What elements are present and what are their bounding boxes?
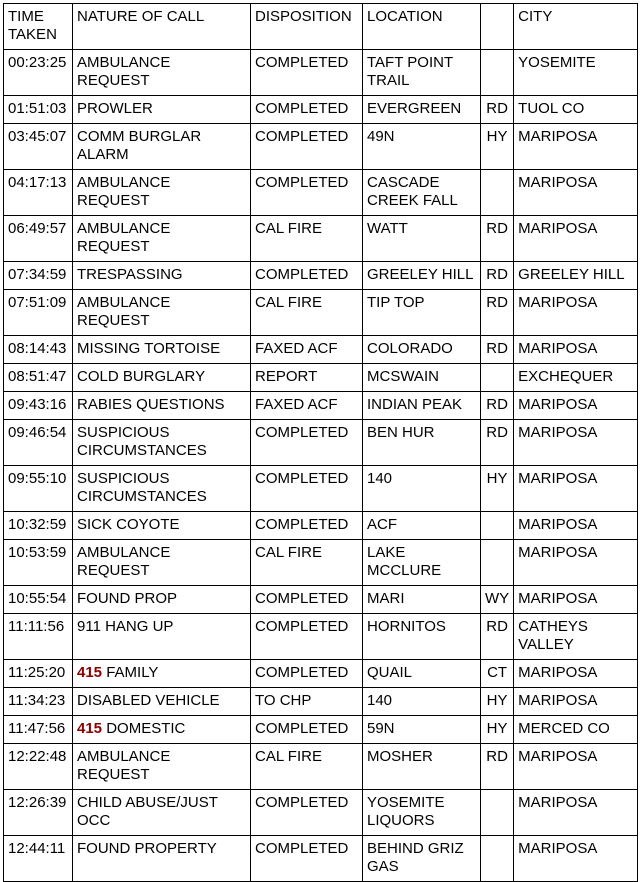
cell-disposition: COMPLETED	[251, 124, 363, 170]
cell-location: MARI	[363, 586, 481, 614]
cell-nature	[73, 540, 251, 586]
cell-suffix: HY	[481, 124, 514, 170]
table-row	[4, 688, 638, 716]
table-row	[4, 336, 638, 364]
call-nature-text: DOMESTIC	[102, 720, 186, 737]
table-row	[4, 290, 638, 336]
cell-suffix: WY	[481, 586, 514, 614]
cell-city: MARIPOSA	[514, 540, 638, 586]
cell-time: 11:34:23	[4, 688, 73, 716]
call-nature-text: SUSPICIOUS CIRCUMSTANCES	[77, 470, 207, 505]
call-nature-text: SICK COYOTE	[77, 516, 180, 533]
table-row	[4, 614, 638, 660]
cell-nature	[73, 336, 251, 364]
cell-nature	[73, 790, 251, 836]
table-row	[4, 790, 638, 836]
table-row	[4, 420, 638, 466]
cell-time: 10:53:59	[4, 540, 73, 586]
cell-location: CASCADE CREEK FALL	[363, 170, 481, 216]
cell-location: INDIAN PEAK	[363, 392, 481, 420]
call-nature-text: AMBULANCE REQUEST	[77, 294, 175, 329]
cell-nature	[73, 660, 251, 688]
cell-nature	[73, 262, 251, 290]
header-time: TIME TAKEN	[4, 4, 73, 50]
cell-location: BEN HUR	[363, 420, 481, 466]
table-row	[4, 836, 638, 882]
cell-city: MARIPOSA	[514, 586, 638, 614]
cell-city: MARIPOSA	[514, 420, 638, 466]
call-code: 415	[77, 664, 103, 681]
call-nature-text: RABIES QUESTIONS	[77, 396, 225, 413]
cell-nature	[73, 512, 251, 540]
cell-city: MARIPOSA	[514, 392, 638, 420]
cell-disposition: COMPLETED	[251, 660, 363, 688]
cell-city: MARIPOSA	[514, 466, 638, 512]
header-row	[4, 4, 638, 50]
cell-location: LAKE MCCLURE	[363, 540, 481, 586]
table-row	[4, 586, 638, 614]
cell-location: ACF	[363, 512, 481, 540]
cell-city: GREELEY HILL	[514, 262, 638, 290]
call-nature-text: SUSPICIOUS CIRCUMSTANCES	[77, 424, 207, 459]
cell-suffix	[481, 50, 514, 96]
cell-location: GREELEY HILL	[363, 262, 481, 290]
table-row	[4, 170, 638, 216]
cell-disposition: COMPLETED	[251, 466, 363, 512]
cell-nature	[73, 466, 251, 512]
cell-suffix	[481, 364, 514, 392]
table-row	[4, 262, 638, 290]
call-nature-text: AMBULANCE REQUEST	[77, 54, 175, 89]
call-nature-text: AMBULANCE REQUEST	[77, 748, 175, 783]
cell-nature	[73, 364, 251, 392]
cell-disposition: TO CHP	[251, 688, 363, 716]
call-nature-text: AMBULANCE REQUEST	[77, 220, 175, 255]
cell-time: 09:55:10	[4, 466, 73, 512]
call-nature-text: AMBULANCE REQUEST	[77, 174, 175, 209]
cell-suffix: CT	[481, 660, 514, 688]
cell-time: 11:47:56	[4, 716, 73, 744]
header-suffix	[481, 4, 514, 50]
cell-city: MARIPOSA	[514, 124, 638, 170]
cell-nature	[73, 836, 251, 882]
cell-disposition: COMPLETED	[251, 512, 363, 540]
table-row	[4, 466, 638, 512]
call-nature-text: DISABLED VEHICLE	[77, 692, 220, 709]
cell-time: 00:23:25	[4, 50, 73, 96]
cell-nature	[73, 50, 251, 96]
cell-suffix: RD	[481, 96, 514, 124]
cell-disposition: FAXED ACF	[251, 392, 363, 420]
cell-nature	[73, 688, 251, 716]
cell-location: HORNITOS	[363, 614, 481, 660]
cell-suffix: RD	[481, 614, 514, 660]
cell-suffix	[481, 790, 514, 836]
cell-location: MOSHER	[363, 744, 481, 790]
cell-city: MARIPOSA	[514, 790, 638, 836]
cell-city: EXCHEQUER	[514, 364, 638, 392]
cell-nature	[73, 614, 251, 660]
cell-disposition: CAL FIRE	[251, 216, 363, 262]
cell-disposition: COMPLETED	[251, 262, 363, 290]
cell-suffix: HY	[481, 466, 514, 512]
cell-location: TIP TOP	[363, 290, 481, 336]
call-log-table	[3, 3, 638, 882]
header-location: LOCATION	[363, 4, 481, 50]
cell-nature	[73, 96, 251, 124]
cell-time: 04:17:13	[4, 170, 73, 216]
cell-nature	[73, 420, 251, 466]
table-row	[4, 124, 638, 170]
cell-city: MARIPOSA	[514, 290, 638, 336]
cell-time: 09:43:16	[4, 392, 73, 420]
cell-city: MARIPOSA	[514, 336, 638, 364]
cell-time: 07:34:59	[4, 262, 73, 290]
cell-time: 08:51:47	[4, 364, 73, 392]
call-nature-text: FOUND PROPERTY	[77, 840, 217, 857]
cell-location: WATT	[363, 216, 481, 262]
cell-suffix: RD	[481, 216, 514, 262]
call-nature-text: 911 HANG UP	[77, 618, 174, 635]
cell-suffix	[481, 170, 514, 216]
cell-suffix: RD	[481, 392, 514, 420]
call-nature-text: PROWLER	[77, 100, 153, 117]
cell-suffix	[481, 540, 514, 586]
cell-disposition: COMPLETED	[251, 586, 363, 614]
call-nature-text: FAMILY	[102, 664, 159, 681]
cell-location: 49N	[363, 124, 481, 170]
cell-nature	[73, 716, 251, 744]
cell-suffix: RD	[481, 262, 514, 290]
call-log-body	[4, 4, 638, 882]
cell-suffix: HY	[481, 716, 514, 744]
cell-city: CATHEYS VALLEY	[514, 614, 638, 660]
cell-disposition: CAL FIRE	[251, 290, 363, 336]
cell-nature	[73, 216, 251, 262]
call-nature-text: COLD BURGLARY	[77, 368, 206, 385]
cell-nature	[73, 586, 251, 614]
cell-nature	[73, 744, 251, 790]
table-row	[4, 716, 638, 744]
cell-city: YOSEMITE	[514, 50, 638, 96]
cell-suffix: HY	[481, 688, 514, 716]
cell-time: 01:51:03	[4, 96, 73, 124]
cell-disposition: CAL FIRE	[251, 540, 363, 586]
call-nature-text: FOUND PROP	[77, 590, 178, 607]
cell-location: MCSWAIN	[363, 364, 481, 392]
cell-city: TUOL CO	[514, 96, 638, 124]
cell-city: MARIPOSA	[514, 660, 638, 688]
cell-time: 10:32:59	[4, 512, 73, 540]
call-nature-text: TRESPASSING	[77, 266, 183, 283]
cell-city: MARIPOSA	[514, 744, 638, 790]
cell-city: MARIPOSA	[514, 512, 638, 540]
table-row	[4, 364, 638, 392]
cell-location: TAFT POINT TRAIL	[363, 50, 481, 96]
cell-disposition: COMPLETED	[251, 716, 363, 744]
cell-disposition: COMPLETED	[251, 790, 363, 836]
cell-disposition: COMPLETED	[251, 96, 363, 124]
cell-time: 09:46:54	[4, 420, 73, 466]
call-nature-text: AMBULANCE REQUEST	[77, 544, 175, 579]
cell-time: 03:45:07	[4, 124, 73, 170]
table-row	[4, 660, 638, 688]
cell-time: 12:26:39	[4, 790, 73, 836]
cell-nature	[73, 392, 251, 420]
cell-city: MERCED CO	[514, 716, 638, 744]
cell-city: MARIPOSA	[514, 216, 638, 262]
table-row	[4, 216, 638, 262]
cell-disposition: COMPLETED	[251, 420, 363, 466]
cell-disposition: REPORT	[251, 364, 363, 392]
cell-nature	[73, 170, 251, 216]
cell-disposition: COMPLETED	[251, 170, 363, 216]
cell-nature	[73, 124, 251, 170]
table-row	[4, 50, 638, 96]
cell-suffix	[481, 512, 514, 540]
cell-location: YOSEMITE LIQUORS	[363, 790, 481, 836]
cell-location: 59N	[363, 716, 481, 744]
cell-time: 08:14:43	[4, 336, 73, 364]
cell-time: 12:44:11	[4, 836, 73, 882]
call-nature-text: CHILD ABUSE/JUST OCC	[77, 794, 222, 829]
cell-city: MARIPOSA	[514, 836, 638, 882]
table-row	[4, 540, 638, 586]
cell-disposition: COMPLETED	[251, 836, 363, 882]
cell-suffix: RD	[481, 420, 514, 466]
cell-time: 06:49:57	[4, 216, 73, 262]
cell-disposition: CAL FIRE	[251, 744, 363, 790]
cell-suffix: RD	[481, 744, 514, 790]
cell-disposition: COMPLETED	[251, 614, 363, 660]
table-row	[4, 96, 638, 124]
cell-location: QUAIL	[363, 660, 481, 688]
header-nature: NATURE OF CALL	[73, 4, 251, 50]
header-city: CITY	[514, 4, 638, 50]
cell-time: 11:25:20	[4, 660, 73, 688]
table-row	[4, 392, 638, 420]
cell-time: 12:22:48	[4, 744, 73, 790]
call-nature-text: MISSING TORTOISE	[77, 340, 221, 357]
call-nature-text: COMM BURGLAR ALARM	[77, 128, 205, 163]
cell-suffix	[481, 836, 514, 882]
table-row	[4, 512, 638, 540]
cell-disposition: FAXED ACF	[251, 336, 363, 364]
cell-disposition: COMPLETED	[251, 50, 363, 96]
cell-location: 140	[363, 466, 481, 512]
cell-city: MARIPOSA	[514, 170, 638, 216]
cell-nature	[73, 290, 251, 336]
cell-location: BEHIND GRIZ GAS	[363, 836, 481, 882]
cell-time: 07:51:09	[4, 290, 73, 336]
table-row	[4, 744, 638, 790]
cell-location: EVERGREEN	[363, 96, 481, 124]
cell-location: COLORADO	[363, 336, 481, 364]
cell-suffix: RD	[481, 290, 514, 336]
cell-time: 11:11:56	[4, 614, 73, 660]
call-code: 415	[77, 720, 103, 737]
cell-suffix: RD	[481, 336, 514, 364]
header-disposition: DISPOSITION	[251, 4, 363, 50]
cell-city: MARIPOSA	[514, 688, 638, 716]
cell-time: 10:55:54	[4, 586, 73, 614]
cell-location: 140	[363, 688, 481, 716]
